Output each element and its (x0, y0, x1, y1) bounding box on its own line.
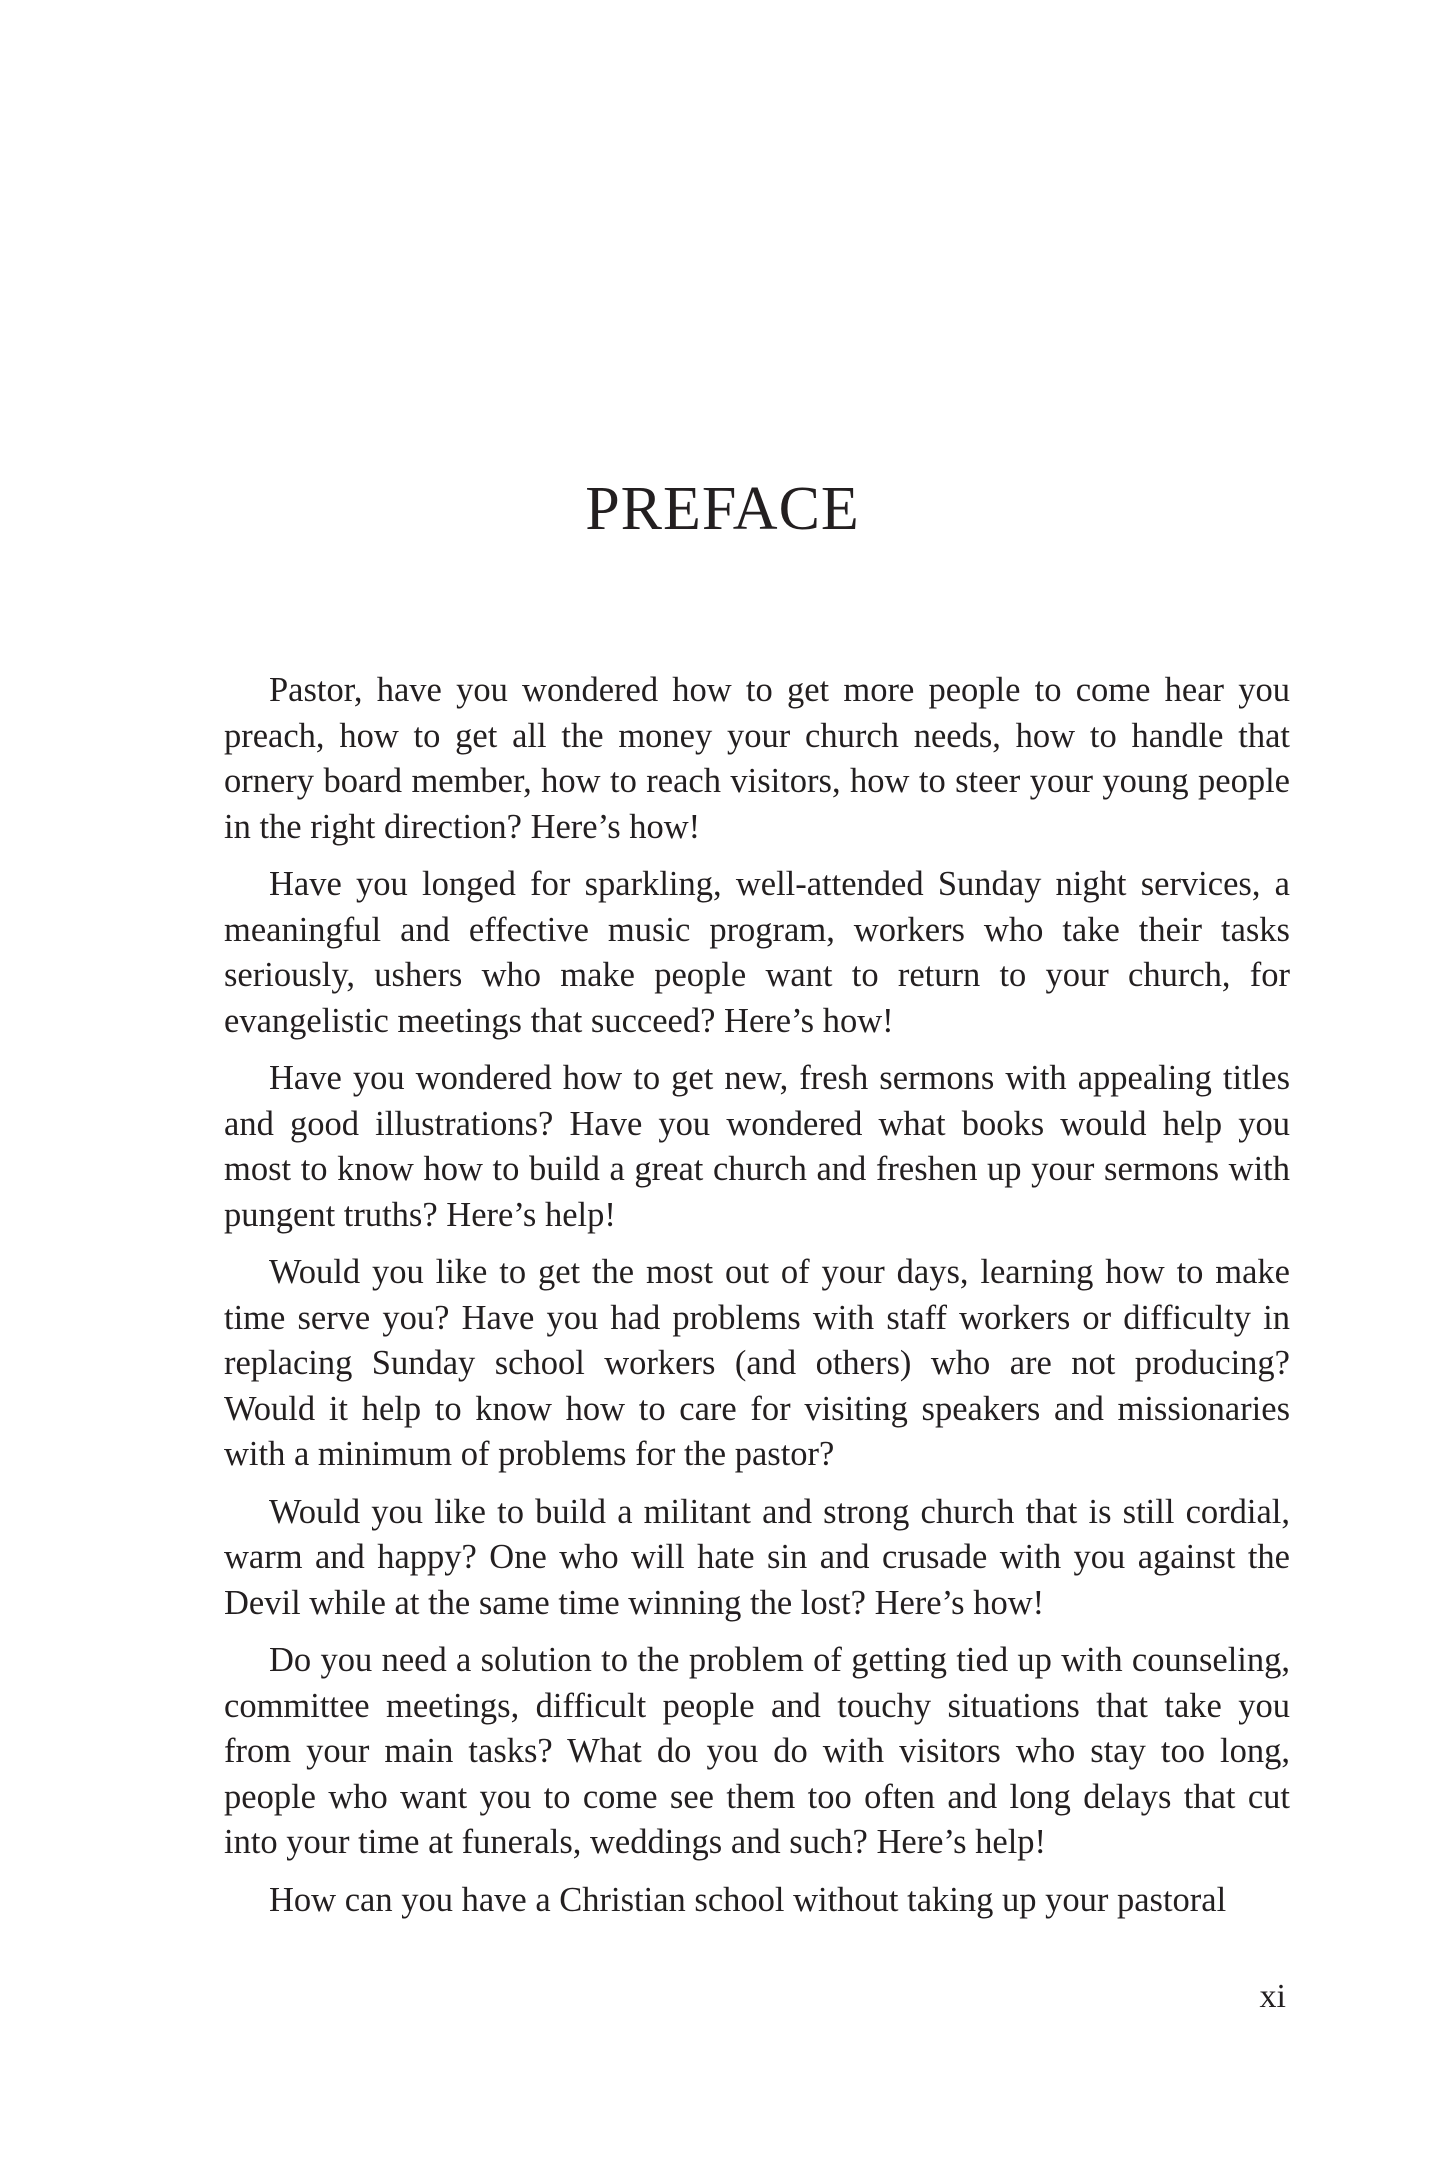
paragraph-6: Do you need a solution to the problem of getting tied up with counseling, committee meetings, difficult people and touchy situations that take you from your main tasks? What do you do with visitors who stay too long, people who want you to come see them too often and long delays that cut into your time at funerals, weddings and such? Here’s help! (224, 1641, 1290, 1861)
paragraph-3: Have you wondered how to get new, fresh sermons with appealing titles and good illustrations? Have you wondered what books would help you most to know how to build a great church and freshen up your sermons with pungent truths? Here’s help! (224, 1059, 1290, 1234)
page-number: xi (1259, 1978, 1286, 2015)
paragraph-2: Have you longed for sparkling, well-attended Sunday night services, a meaningful and effective music program, workers who take their tasks seriously, ushers who make people want to return to your church, for evangelistic meetings that succeed? Here’s how! (224, 865, 1290, 1040)
paragraph-4: Would you like to get the most out of your days, learning how to make time serve you? Have you had problems with staff workers or difficulty in replacing Sunday school workers (and others) who are not producing? Would it help to know how to care for visiting speakers and missionaries with a minimum of problems for the pastor? (224, 1253, 1290, 1473)
paragraph-1: Pastor, have you wondered how to get more people to come hear you preach, how to get all the money your church needs, how to handle that ornery board member, how to reach visitors, how to steer your young people in the right direction? Here’s how! (224, 671, 1290, 846)
paragraph-7: How can you have a Christian school without taking up your pastoral (269, 1880, 1227, 1919)
preface-body (224, 668, 1290, 1935)
chapter-title: PREFACE (585, 475, 860, 543)
paragraph-5: Would you like to build a militant and strong church that is still cordial, warm and happy? One who will hate sin and crusade with you against the Devil while at the same time winning the lost? Here’s how! (224, 1492, 1290, 1622)
